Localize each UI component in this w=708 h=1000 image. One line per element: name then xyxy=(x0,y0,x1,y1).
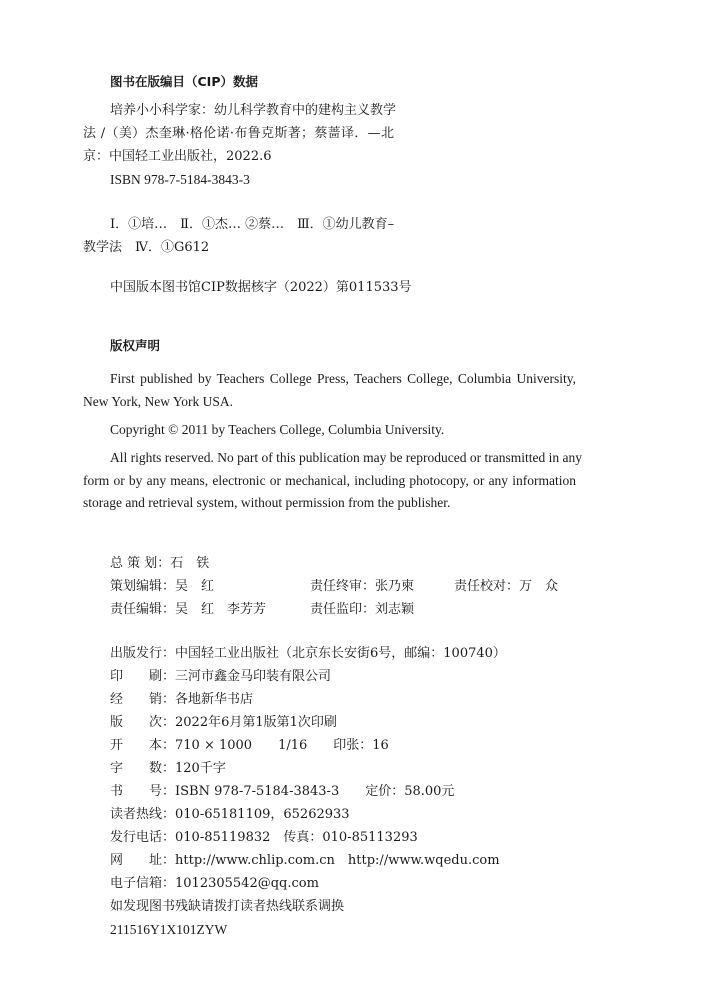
cip-classification-1: Ⅰ．①培… Ⅱ．①杰… ②蔡… Ⅲ．①幼儿教育– xyxy=(110,217,395,232)
final-review-label: 责任终审： xyxy=(310,579,376,594)
planner-value: 石 铁 xyxy=(170,556,210,571)
resp-editor-label: 责任编辑： xyxy=(110,602,176,617)
cip-isbn: ISBN 978-7-5184-3843-3 xyxy=(110,172,250,187)
pub-row xyxy=(110,669,331,685)
pub-row xyxy=(110,853,500,869)
pub-label: 电子信箱： xyxy=(110,876,176,891)
cip-verification: 中国版本图书馆CIP数据核字（2022）第011533号 xyxy=(110,280,412,295)
pub-value: 三河市鑫金马印装有限公司 xyxy=(175,669,332,684)
planner-label: 总 策 划： xyxy=(110,556,171,571)
pub-value: 中国轻工业出版社（北京东长安街6号，邮编：100740） xyxy=(175,646,506,661)
pub-row xyxy=(110,761,226,777)
pub-value: 010-85119832 传真：010-85113293 xyxy=(175,830,418,845)
resp-editor-value: 吴 红 李芳芳 xyxy=(175,602,267,617)
copyright-p3-line2: form or by any means, electronic or mechanical, including photocopy, or any information xyxy=(83,473,576,488)
supervisor-label: 责任监印： xyxy=(310,602,376,617)
pub-row xyxy=(110,715,337,731)
cip-line-1: 培养小小科学家：幼儿科学教育中的建构主义教学 xyxy=(110,103,397,118)
supervisor-value: 刘志颖 xyxy=(375,602,415,617)
pub-row xyxy=(110,876,319,892)
proof-value: 万 众 xyxy=(519,579,559,594)
pub-row xyxy=(110,784,454,800)
editor-value: 吴 红 xyxy=(175,579,215,594)
cip-classification-2: 教学法 Ⅳ．①G612 xyxy=(83,240,210,255)
copyright-p2: Copyright © 2011 by Teachers College, Columbia University. xyxy=(110,422,445,437)
pub-row xyxy=(110,692,253,708)
pub-value: 1012305542@qq.com xyxy=(175,876,319,891)
copyright-p1-line1: First published by Teachers College Press, Teachers College, Columbia University, xyxy=(110,371,576,386)
pub-row xyxy=(110,646,506,662)
cip-line-2: 法 /（美）杰奎琳·格伦诺·布鲁克斯著；蔡蔷译．—北 xyxy=(83,126,394,141)
cip-heading: 图书在版编目（CIP）数据 xyxy=(110,74,258,89)
proof-label: 责任校对： xyxy=(454,579,520,594)
pub-value: 120千字 xyxy=(175,761,226,776)
staff-row-responsible xyxy=(110,602,570,618)
pub-row xyxy=(110,738,389,754)
copyright-p1-line2: New York, New York USA. xyxy=(83,394,234,409)
pub-label: 开 本： xyxy=(110,738,176,753)
pub-value: http://www.chlip.com.cn http://www.wqedu.com xyxy=(175,853,500,868)
pub-label: 字 数： xyxy=(110,761,176,776)
pub-label: 发行电话： xyxy=(110,830,176,845)
pub-label: 网 址： xyxy=(110,853,176,868)
final-review-value: 张乃柬 xyxy=(375,579,415,594)
copyright-p3-line3: storage and retrieval system, without permission from the publisher. xyxy=(83,495,451,510)
copyright-heading: 版权声明 xyxy=(110,338,161,353)
footer-code: 211516Y1X101ZYW xyxy=(110,922,228,937)
pub-label: 印 刷： xyxy=(110,669,176,684)
pub-label: 书 号： xyxy=(110,784,176,799)
pub-value: 2022年6月第1版第1次印刷 xyxy=(175,715,337,730)
pub-label: 版 次： xyxy=(110,715,176,730)
pub-value: 710 × 1000 1/16 印张：16 xyxy=(175,738,389,753)
footer-notice: 如发现图书残缺请拨打读者热线联系调换 xyxy=(110,899,345,914)
copyright-p3-line1: All rights reserved. No part of this publication may be reproduced or transmitted in any xyxy=(110,450,582,465)
pub-value: ISBN 978-7-5184-3843-3 定价：58.00元 xyxy=(175,784,455,799)
pub-value: 各地新华书店 xyxy=(175,692,254,707)
pub-label: 读者热线： xyxy=(110,807,176,822)
pub-row xyxy=(110,830,418,846)
pub-value: 010-65181109，65262933 xyxy=(175,807,350,822)
pub-label: 出版发行： xyxy=(110,646,176,661)
cip-line-3: 京：中国轻工业出版社，2022.6 xyxy=(83,149,272,164)
staff-row-editors xyxy=(110,579,570,595)
staff-row-planner xyxy=(110,556,209,572)
pub-label: 经 销： xyxy=(110,692,176,707)
editor-label: 策划编辑： xyxy=(110,579,176,594)
pub-row xyxy=(110,807,350,823)
